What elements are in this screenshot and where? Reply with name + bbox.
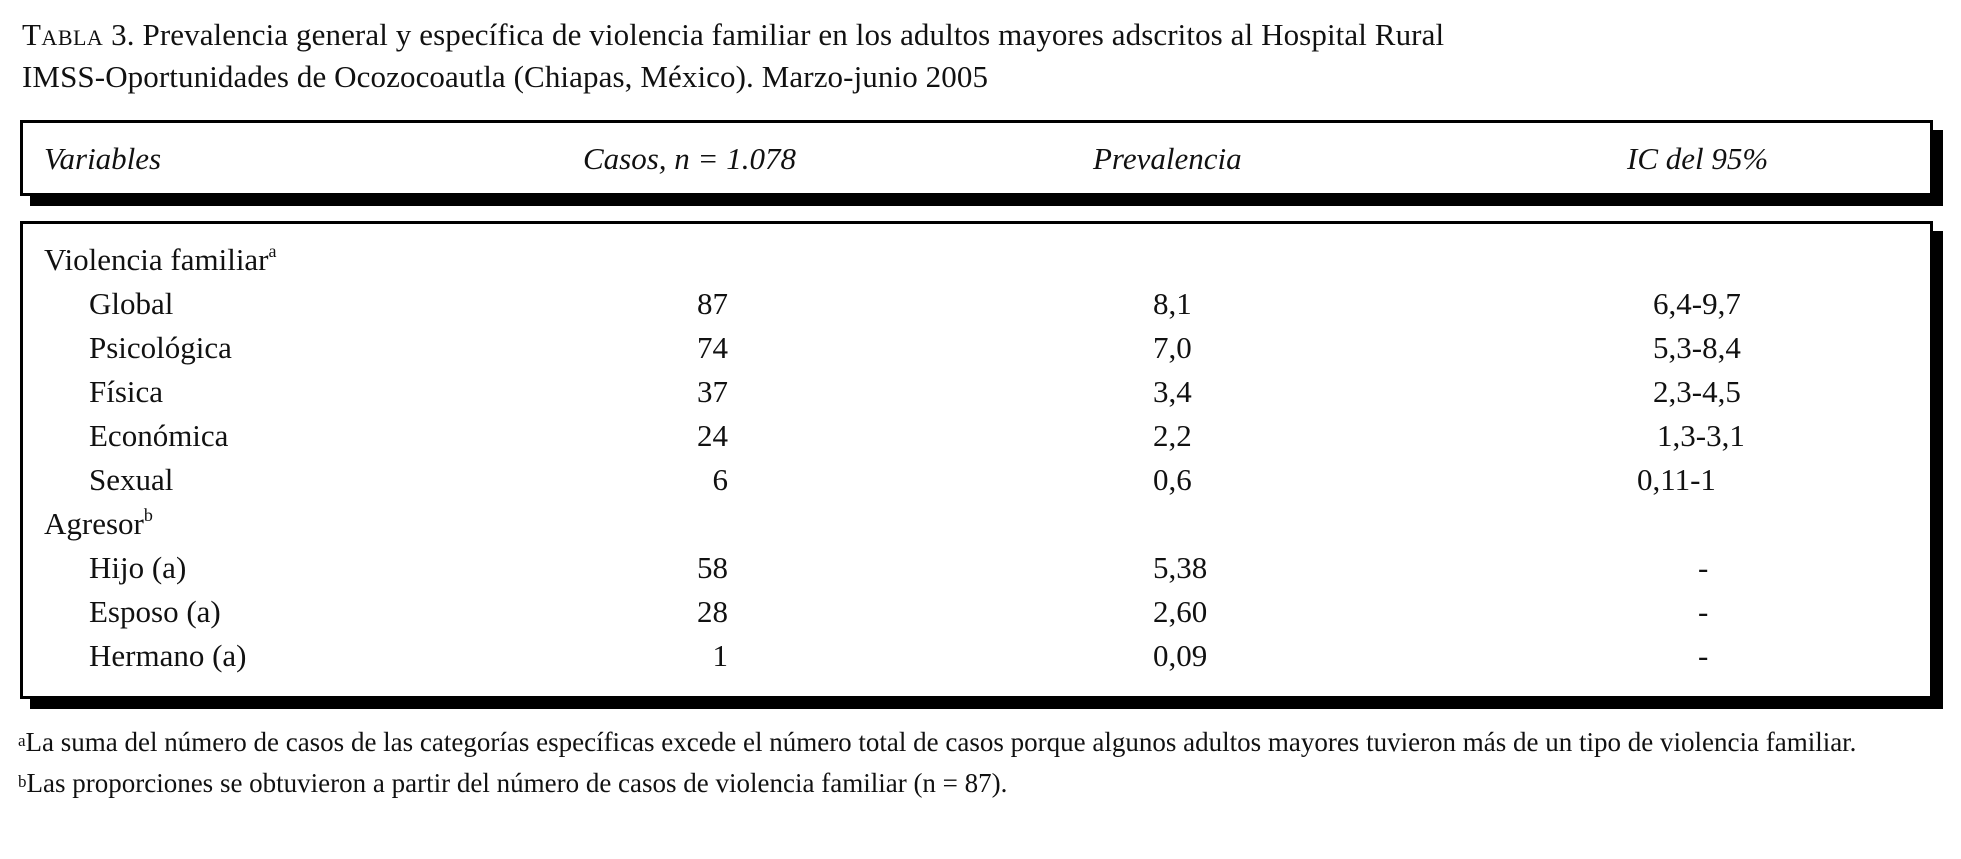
header-ci: IC del 95% — [1627, 141, 1769, 176]
row-cases: 58 — [697, 550, 728, 585]
row-prevalence: 0,09 — [1153, 638, 1208, 673]
row-ci: - — [1698, 594, 1709, 629]
table-header — [20, 120, 1933, 196]
group-label-text: Agresor — [44, 506, 144, 541]
row-name: Física — [89, 374, 164, 409]
row-ci: 1,3-3,1 — [1657, 418, 1745, 453]
row-cases: 87 — [697, 286, 728, 321]
table-body — [20, 221, 1933, 699]
row-prevalence: 2,2 — [1153, 418, 1192, 453]
row-prevalence: 2,60 — [1153, 594, 1208, 629]
row-ci: 0,11-1 — [1637, 462, 1716, 497]
row-prevalence: 0,6 — [1153, 462, 1192, 497]
row-name: Psicológica — [89, 330, 232, 365]
row-ci: 2,3-4,5 — [1653, 374, 1741, 409]
footnote-a — [18, 722, 1943, 763]
caption-text-line1: 3. Prevalencia general y específica de violencia familiar en los adultos mayores adscritos al Hospital Rural — [103, 17, 1445, 52]
group-label-violencia — [44, 242, 277, 278]
row-name: Hijo (a) — [89, 550, 187, 585]
header-cases: Casos, n = 1.078 — [583, 141, 796, 176]
footnote-mark: b — [143, 504, 153, 525]
header-prevalence: Prevalencia — [1093, 141, 1242, 176]
row-ci: 5,3-8,4 — [1653, 330, 1741, 365]
row-name: Sexual — [89, 462, 174, 497]
caption-label: Tabla — [22, 17, 104, 52]
row-prevalence: 8,1 — [1153, 286, 1192, 321]
row-name: Hermano (a) — [89, 638, 247, 673]
row-prevalence: 3,4 — [1153, 374, 1192, 409]
row-name: Esposo (a) — [89, 594, 221, 629]
footnotes — [18, 722, 1943, 804]
row-name: Económica — [89, 418, 229, 453]
footnote-text: Las proporciones se obtuvieron a partir del número de casos de violencia familiar (n = 87). — [26, 768, 1008, 798]
header-variables: Variables — [44, 141, 162, 176]
row-name: Global — [89, 286, 174, 321]
row-prevalence: 7,0 — [1153, 330, 1192, 365]
footnote-mark: a — [268, 240, 277, 261]
caption-text-line2: IMSS-Oportunidades de Ocozocoautla (Chiapas, México). Marzo-junio 2005 — [22, 59, 989, 94]
row-cases: 37 — [697, 374, 728, 409]
footnote-text: La suma del número de casos de las categorías específicas excede el número total de casos porque algunos adultos mayores tuvieron más de un tipo de violencia familiar. — [25, 727, 1857, 757]
row-cases: 24 — [697, 418, 728, 453]
footnote-mark: b — [18, 772, 27, 791]
row-cases: 1 — [712, 638, 728, 673]
row-prevalence: 5,38 — [1153, 550, 1208, 585]
footnote-b — [18, 763, 1943, 804]
row-ci: - — [1698, 638, 1709, 673]
row-ci: - — [1698, 550, 1709, 585]
row-cases: 28 — [697, 594, 728, 629]
footnote-mark: a — [18, 731, 26, 750]
group-label-agresor — [44, 506, 153, 542]
table-caption — [22, 14, 1922, 98]
row-cases: 6 — [712, 462, 728, 497]
row-cases: 74 — [697, 330, 728, 365]
row-ci: 6,4-9,7 — [1653, 286, 1741, 321]
group-label-text: Violencia familiar — [44, 242, 269, 277]
